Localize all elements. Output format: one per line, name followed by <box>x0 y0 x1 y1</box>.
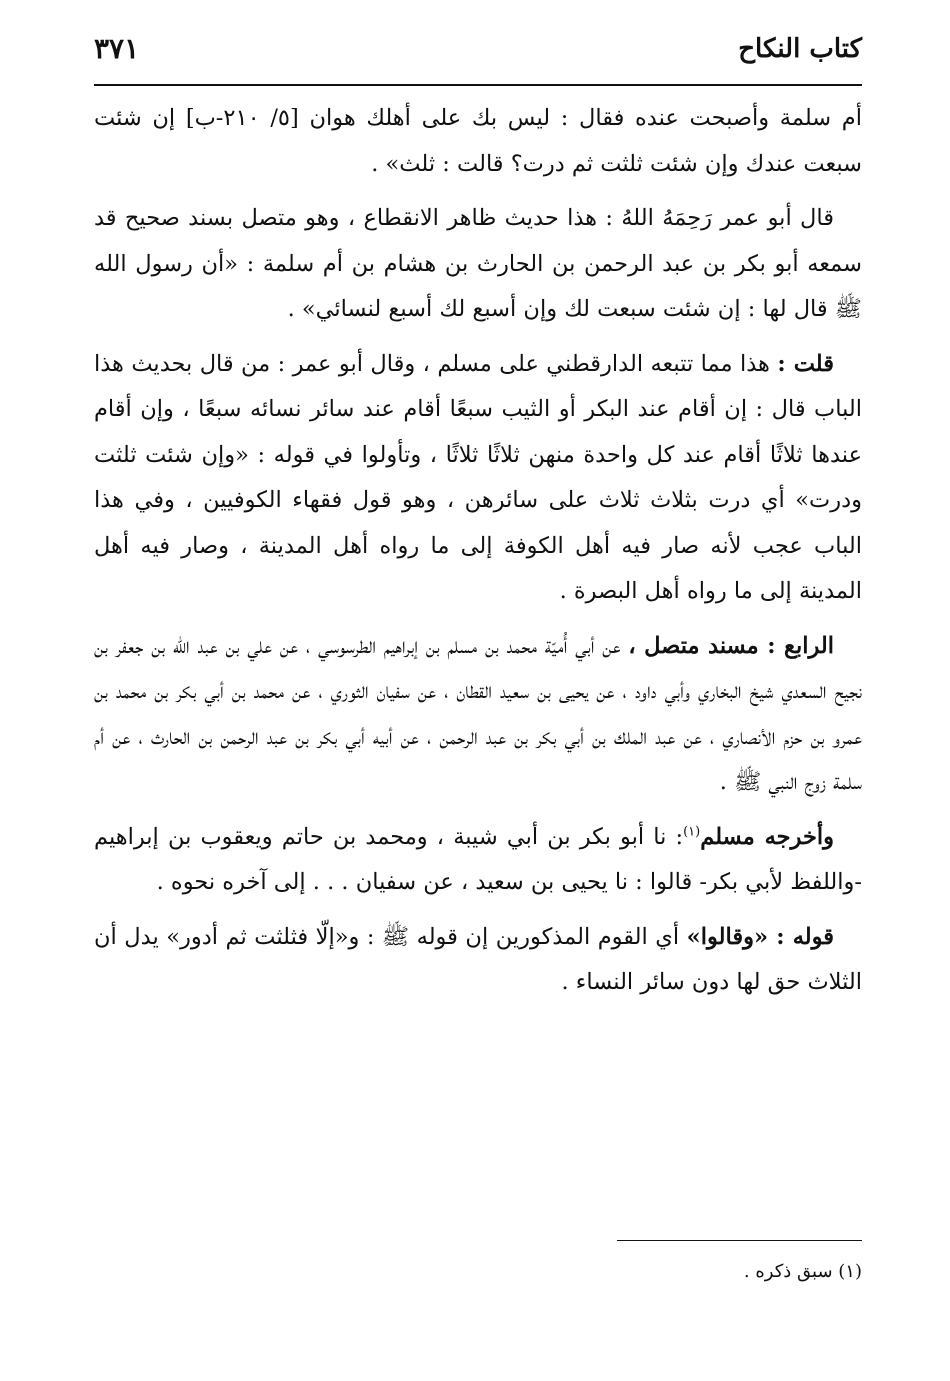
paragraph <box>94 342 862 615</box>
paragraph-lead: قوله : «وقالوا» <box>686 923 834 950</box>
paragraph <box>94 624 862 806</box>
page-number: ٣٧١ <box>94 32 140 65</box>
page-header <box>94 28 862 80</box>
paragraph <box>94 915 862 1006</box>
footnote-text: (١) سبق ذكره . <box>743 1261 862 1282</box>
footnote-reference[interactable]: (١) <box>683 824 701 839</box>
paragraph-text: قال أبو عمر رَحِمَهُ اللهُ : هذا حديث ظاهر الانقطاع ، وهو متصل بسند صحيح قد سمعه أبو بكر بن عبد الرحمن بن الحارث بن هشام بن أم سلمة : «أن رسول الله ﷺ قال لها : إن شئت سبعت لك وإن أسبع لك أسبع لنسائي» . <box>94 205 862 322</box>
paragraph-text: هذا مما تتبعه الدارقطني على مسلم ، وقال أبو عمر : من قال بحديث هذا الباب قال : إن أقام عند البكر أو الثيب سبعًا أقام عند سائر نسائه سبعًا ، وإن أقام عندها ثلاثًا أقام عند كل واحدة منهن ثلاثًا ثلاثًا ، وتأولوا في قوله : «وإن شئت ثلثت ودرت» أي درت بثلاث ثلاث على سائرهن ، وهو قول فقهاء الكوفيين ، وفي هذا الباب عجب لأنه صار فيه أهل الكوفة إلى ما رواه أهل المدينة ، وصار فيه أهل المدينة إلى ما رواه أهل البصرة . <box>94 350 862 604</box>
paragraph-text: : نا أبو بكر بن أبي شيبة ، ومحمد بن حاتم ويعقوب بن إبراهيم -واللفظ لأبي بكر- قالوا : نا يحيى بن سعيد ، عن سفيان . . . إلى آخره نحوه . <box>94 823 862 895</box>
paragraph-lead: الرابع : مسند متصل ، <box>628 632 834 659</box>
paragraph <box>94 815 862 906</box>
paragraph-text: عن أبي أُميّة محمد بن مسلم بن إبراهيم الطرسوسي ، عن علي بن عبد الله بن جعفر بن نجيح السعدي شيخ البخاري وأبي داود ، عن يحيى بن سعيد القطان ، عن سفيان الثوري ، عن محمد بن أبي بكر بن محمد بن عمرو بن حزم الأنصاري ، عن عبد الملك بن أبي بكر بن عبد الرحمن ، عن أبيه أبي بكر بن عبد الرحمن بن الحارث ، عن أم سلمة زوج النبي ﷺ . <box>94 632 862 795</box>
paragraph-lead: وأخرجه مسلم <box>700 823 834 850</box>
paragraph-text: أم سلمة وأصبحت عنده فقال : ليس بك على أهلك هوان [٥/ ٢١٠-ب] إن شئت سبعت عندك وإن شئت ثلثت ثم درت؟ قالت : ثلث» . <box>94 105 862 177</box>
header-divider <box>94 84 862 86</box>
footnote-divider <box>617 1240 862 1241</box>
main-text <box>94 96 862 1015</box>
paragraph-lead: قلت : <box>777 350 835 377</box>
paragraph-text: أي القوم المذكورين إن قوله ﷺ : و«إلّا فثلثت ثم أدور» يدل أن الثلاث حق لها دون سائر النساء . <box>94 923 862 995</box>
paragraph <box>94 196 862 333</box>
paragraph <box>94 96 862 187</box>
chapter-title: كتاب النكاح <box>738 34 862 64</box>
footnote <box>94 1258 862 1286</box>
